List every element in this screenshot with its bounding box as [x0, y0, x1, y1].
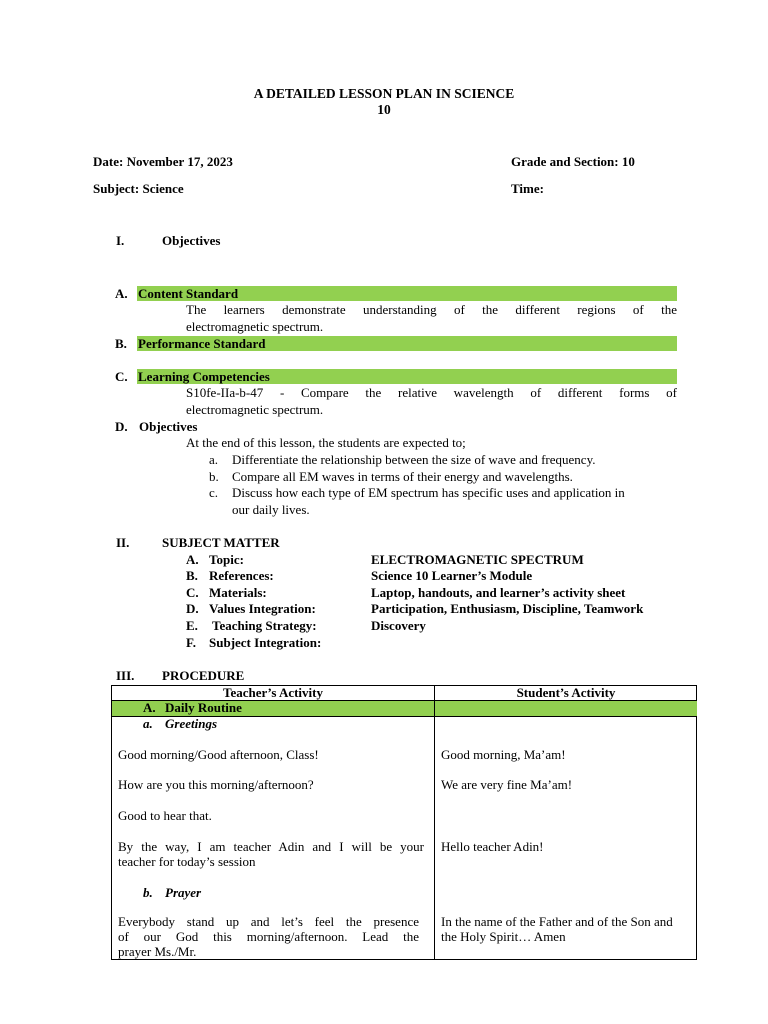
subject-row-letter: B.	[186, 568, 198, 583]
performance-standard-label: Performance Standard	[138, 336, 266, 351]
content-standard-text-2: electromagnetic spectrum.	[186, 319, 324, 334]
prayer-letter: b.	[143, 885, 153, 900]
objectives-letter: D.	[115, 419, 128, 434]
objective-b-letter: b.	[209, 469, 219, 484]
content-standard-letter: A.	[115, 286, 128, 301]
subject-row-label: Teaching Strategy:	[209, 618, 317, 633]
teacher-line: By the way, I am teacher Adin and I will be your	[118, 839, 424, 854]
daily-routine-letter: A.	[143, 700, 156, 715]
prayer-label: Prayer	[165, 885, 202, 900]
subject-row-label: Materials:	[209, 585, 267, 600]
subject-row-letter: F.	[186, 635, 196, 650]
daily-routine-row-student	[435, 701, 697, 716]
content-standard-label: Content Standard	[138, 286, 239, 301]
title-line-1: A DETAILED LESSON PLAN IN SCIENCE	[253, 86, 515, 101]
performance-standard-heading	[137, 336, 677, 351]
subject-row-label: Subject Integration:	[209, 635, 322, 650]
subject-field: Subject: Science	[93, 181, 184, 196]
title-line-2: 10	[377, 102, 391, 117]
teacher-line: prayer Ms./Mr.	[118, 944, 197, 959]
objective-b-text: Compare all EM waves in terms of their energy and wavelengths.	[232, 469, 573, 484]
learning-competencies-letter: C.	[115, 369, 128, 384]
objective-a-letter: a.	[209, 452, 219, 467]
section-1-title: Objectives	[162, 233, 221, 248]
objective-c-text: Discuss how each type of EM spectrum has specific uses and application in	[232, 485, 625, 500]
procedure-table	[111, 685, 697, 960]
section-3-numeral: III.	[116, 668, 135, 683]
student-line: Good morning, Ma’am!	[441, 747, 566, 762]
subject-row-value: ELECTROMAGNETIC SPECTRUM	[371, 552, 584, 567]
student-activity-header: Student’s Activity	[516, 685, 616, 700]
date-field: Date: November 17, 2023	[93, 154, 233, 169]
content-standard-text-1: The learners demonstrate understanding of the different regions of the	[186, 302, 677, 317]
section-2-title: SUBJECT MATTER	[162, 535, 280, 550]
teacher-line: Good to hear that.	[118, 808, 212, 823]
learning-competencies-heading	[137, 369, 677, 384]
subject-row-value: Participation, Enthusiasm, Discipline, Teamwork	[371, 601, 644, 616]
subject-row-value: Discovery	[371, 618, 426, 633]
objective-c-letter: c.	[209, 485, 219, 500]
content-standard-heading	[137, 286, 677, 301]
greetings-letter: a.	[143, 716, 153, 731]
subject-row-label: References:	[209, 568, 274, 583]
section-1-numeral: I.	[116, 233, 125, 248]
learning-competencies-text-1: S10fe-IIa-b-47 - Compare the relative wavelength of different forms of	[186, 385, 677, 400]
learning-competencies-label: Learning Competencies	[138, 369, 270, 384]
subject-row-letter: D.	[186, 601, 199, 616]
teacher-line: How are you this morning/afternoon?	[118, 777, 314, 792]
student-line: In the name of the Father and of the Son and	[441, 914, 673, 929]
teacher-line: Good morning/Good afternoon, Class!	[118, 747, 319, 762]
student-line: Hello teacher Adin!	[441, 839, 544, 854]
teacher-activity-header: Teacher’s Activity	[222, 685, 323, 700]
time-field: Time:	[511, 181, 544, 196]
subject-row-letter: E.	[186, 618, 198, 633]
objective-a-text: Differentiate the relationship between the size of wave and frequency.	[232, 452, 596, 467]
section-2-numeral: II.	[116, 535, 130, 550]
learning-competencies-text-2: electromagnetic spectrum.	[186, 402, 324, 417]
subject-row-letter: C.	[186, 585, 199, 600]
teacher-line: Everybody stand up and let’s feel the presence	[118, 914, 419, 929]
objective-c-text-cont: our daily lives.	[232, 502, 310, 517]
column-divider	[434, 686, 435, 959]
daily-routine-label: Daily Routine	[165, 700, 242, 715]
teacher-line: teacher for today’s session	[118, 854, 256, 869]
subject-row-label: Topic:	[209, 552, 244, 567]
subject-row-letter: A.	[186, 552, 199, 567]
greetings-label: Greetings	[165, 716, 217, 731]
teacher-line: of our God this morning/afternoon. Lead the	[118, 929, 419, 944]
daily-routine-row	[112, 701, 434, 716]
grade-section-field: Grade and Section: 10	[511, 154, 635, 169]
performance-standard-letter: B.	[115, 336, 127, 351]
objectives-intro: At the end of this lesson, the students are expected to;	[186, 435, 466, 450]
student-line: the Holy Spirit… Amen	[441, 929, 566, 944]
student-line: We are very fine Ma’am!	[441, 777, 573, 792]
objectives-heading: Objectives	[139, 419, 198, 434]
subject-row-value: Laptop, handouts, and learner’s activity sheet	[371, 585, 626, 600]
section-3-title: PROCEDURE	[162, 668, 245, 683]
document-title	[0, 86, 768, 118]
subject-row-value: Science 10 Learner’s Module	[371, 568, 533, 583]
subject-row-label: Values Integration:	[209, 601, 316, 616]
